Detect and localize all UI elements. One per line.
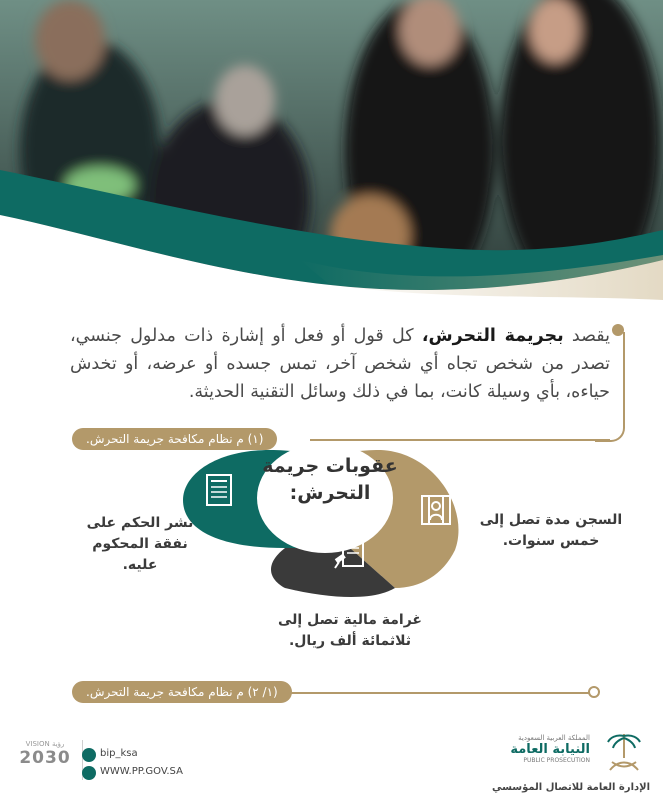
definition-term: بجريمة التحرش، bbox=[421, 326, 564, 346]
org-name-en: PUBLIC PROSECUTION bbox=[523, 757, 590, 764]
penalties-title: عقوبات جريمة التحرش: bbox=[262, 455, 398, 504]
palm-swords-emblem-icon bbox=[604, 730, 644, 776]
reference-top: (١) م نظام مكافحة جريمة التحرش. bbox=[72, 428, 277, 450]
reference-bottom-line bbox=[280, 692, 590, 694]
department-name: الإدارة العامة للاتصال المؤسسي bbox=[491, 782, 650, 793]
org-country: المملكة العربية السعودية bbox=[518, 734, 590, 742]
newspaper-icon bbox=[206, 474, 232, 506]
definition-text bbox=[70, 322, 610, 406]
vision-label: VISION رؤية bbox=[25, 740, 65, 748]
twitter-icon bbox=[82, 748, 96, 762]
definition-lead: يقصد bbox=[563, 326, 610, 346]
reference-bottom: (١/ ٢) م نظام مكافحة جريمة التحرش. bbox=[72, 681, 292, 703]
globe-icon bbox=[82, 766, 96, 780]
penalty-fine-label: غرامة مالية تصل إلى ثلاثمائة ألف ريال. bbox=[277, 612, 422, 649]
definition-marker bbox=[612, 324, 624, 336]
penalty-prison-label: السجن مدة تصل إلى خمس سنوات. bbox=[479, 512, 623, 549]
footer bbox=[0, 720, 663, 800]
reference-bottom-marker bbox=[588, 686, 600, 698]
org-name: النيابة العامة bbox=[510, 742, 590, 757]
twitter-handle[interactable]: bip_ksa bbox=[100, 748, 138, 759]
definition-body: كل قول أو فعل أو إشارة ذات مدلول جنسي، تصدر من شخص تجاه أي شخص آخر، تمس جسده أو عرضه، أو تخدش حياءه، بأي وسيلة كانت، بما في ذلك وسائل التقنية الحديثة. bbox=[70, 326, 610, 402]
gavel-document-icon bbox=[333, 540, 367, 570]
prison-icon bbox=[420, 494, 452, 526]
org-logo-text bbox=[480, 734, 590, 764]
header-wave bbox=[0, 0, 663, 340]
vision-2030-logo bbox=[16, 740, 74, 768]
website-link[interactable]: WWW.PP.GOV.SA bbox=[100, 766, 183, 777]
vision-year: 2030 bbox=[19, 748, 71, 768]
penalty-publish-label: نشر الحكم على نفقة المحكوم عليه. bbox=[86, 515, 194, 573]
